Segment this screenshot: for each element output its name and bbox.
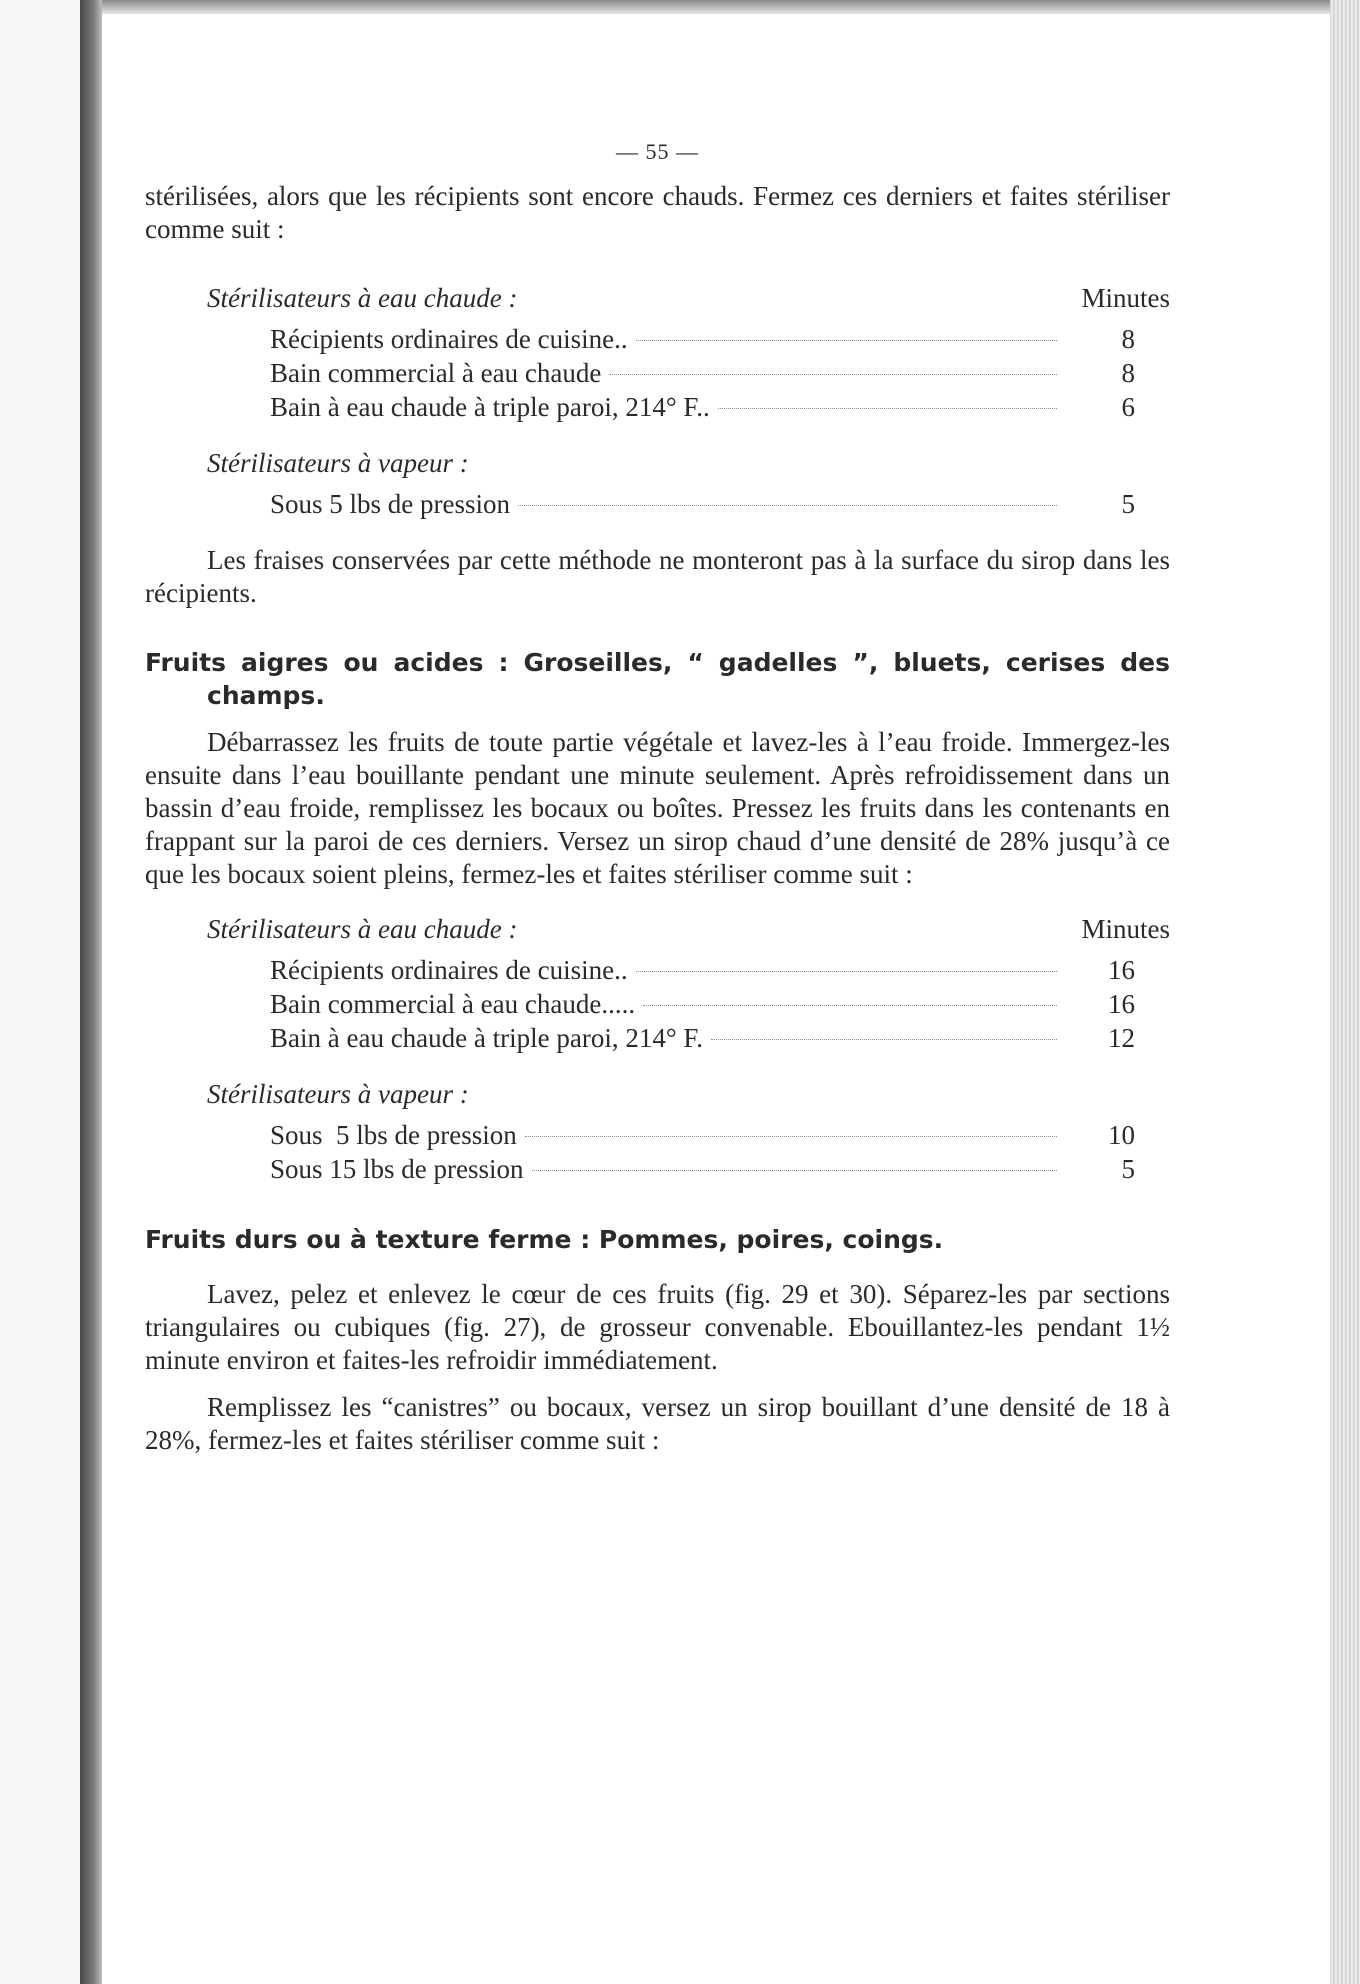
dot-leader [643, 1005, 1057, 1006]
scan-left-margin [0, 0, 81, 1984]
dot-leader [525, 1136, 1057, 1137]
time-entry: Récipients ordinaires de cuisine.. 16 [270, 955, 1135, 985]
dot-leader [636, 971, 1057, 972]
hot-water-heading-row [145, 282, 1170, 315]
steam-heading-row [145, 1078, 1170, 1111]
time-entry: Sous 5 lbs de pression 10 [270, 1120, 1135, 1150]
book-page [145, 135, 1170, 1457]
hot-water-heading-row [145, 913, 1170, 946]
steam-heading: Stérilisateurs à vapeur : [207, 448, 469, 478]
minutes-label: Minutes [1081, 914, 1170, 944]
acid-fruits-paragraph: Débarrassez les fruits de toute partie végétale et lavez-les à l’eau froide. Immergez-les ensuite dans l’eau bouillante pendant une minute seulement. Après refroidissement dans un bassin d’eau froide, remplissez les bocaux ou boîtes. Pressez les fruits dans les contenants en frappant sur la paroi de ces derniers. Versez un sirop chaud d’une densité de 28% jusqu’à ce que les bocaux soient pleins, fermez-les et faites stériliser comme suit : [145, 727, 1170, 889]
time-entry: Sous 15 lbs de pression 5 [270, 1154, 1135, 1184]
minutes-label: Minutes [1081, 283, 1170, 313]
hot-water-heading: Stérilisateurs à eau chaude : [207, 914, 518, 944]
dot-leader [636, 340, 1057, 341]
dot-leader [609, 374, 1057, 375]
dot-leader [532, 1170, 1057, 1171]
time-entry: Récipients ordinaires de cuisine.. 8 [270, 324, 1135, 354]
dot-leader [718, 408, 1057, 409]
section-title-hard-fruits: Fruits durs ou à texture ferme : Pommes, poires, coings. [145, 1225, 944, 1254]
dot-leader [518, 505, 1057, 506]
hard-fruits-paragraph-2: Remplissez les “canistres” ou bocaux, versez un sirop bouillant d’une densité de 18 à 28%, fermez-les et faites stériliser comme suit : [145, 1392, 1170, 1455]
steam-heading: Stérilisateurs à vapeur : [207, 1079, 469, 1109]
section-title-acid-fruits: Fruits aigres ou acides : Groseilles, “ gadelles ”, bluets, cerises des champs. [145, 648, 1170, 710]
hard-fruits-paragraph-1: Lavez, pelez et enlevez le cœur de ces fruits (fig. 29 et 30). Séparez-les par sections triangulaires ou cubiques (fig. 27), de grosseur convenable. Ebouillantez-les pendant 1½ minute environ et faites-les refroidir immédiatement. [145, 1279, 1170, 1375]
book-binding-shadow [80, 0, 102, 1984]
time-entry: Bain commercial à eau chaude 8 [270, 358, 1135, 388]
hot-water-heading: Stérilisateurs à eau chaude : [207, 283, 518, 313]
time-entry: Bain à eau chaude à triple paroi, 214° F.. 6 [270, 392, 1135, 422]
intro-paragraph: stérilisées, alors que les récipients sont encore chauds. Fermez ces derniers et faites stériliser comme suit : [145, 181, 1170, 244]
page-top-edge [102, 0, 1332, 14]
time-entry: Bain à eau chaude à triple paroi, 214° F. 12 [270, 1023, 1135, 1053]
time-entry: Sous 5 lbs de pression 5 [270, 489, 1135, 519]
time-entry: Bain commercial à eau chaude..... 16 [270, 989, 1135, 1019]
strawberry-note: Les fraises conservées par cette méthode ne monteront pas à la surface du sirop dans les récipients. [145, 545, 1170, 608]
dot-leader [711, 1039, 1057, 1040]
page-number: — 55 — [616, 139, 699, 164]
steam-heading-row [145, 447, 1170, 480]
page-stack-edge [1330, 0, 1360, 1984]
